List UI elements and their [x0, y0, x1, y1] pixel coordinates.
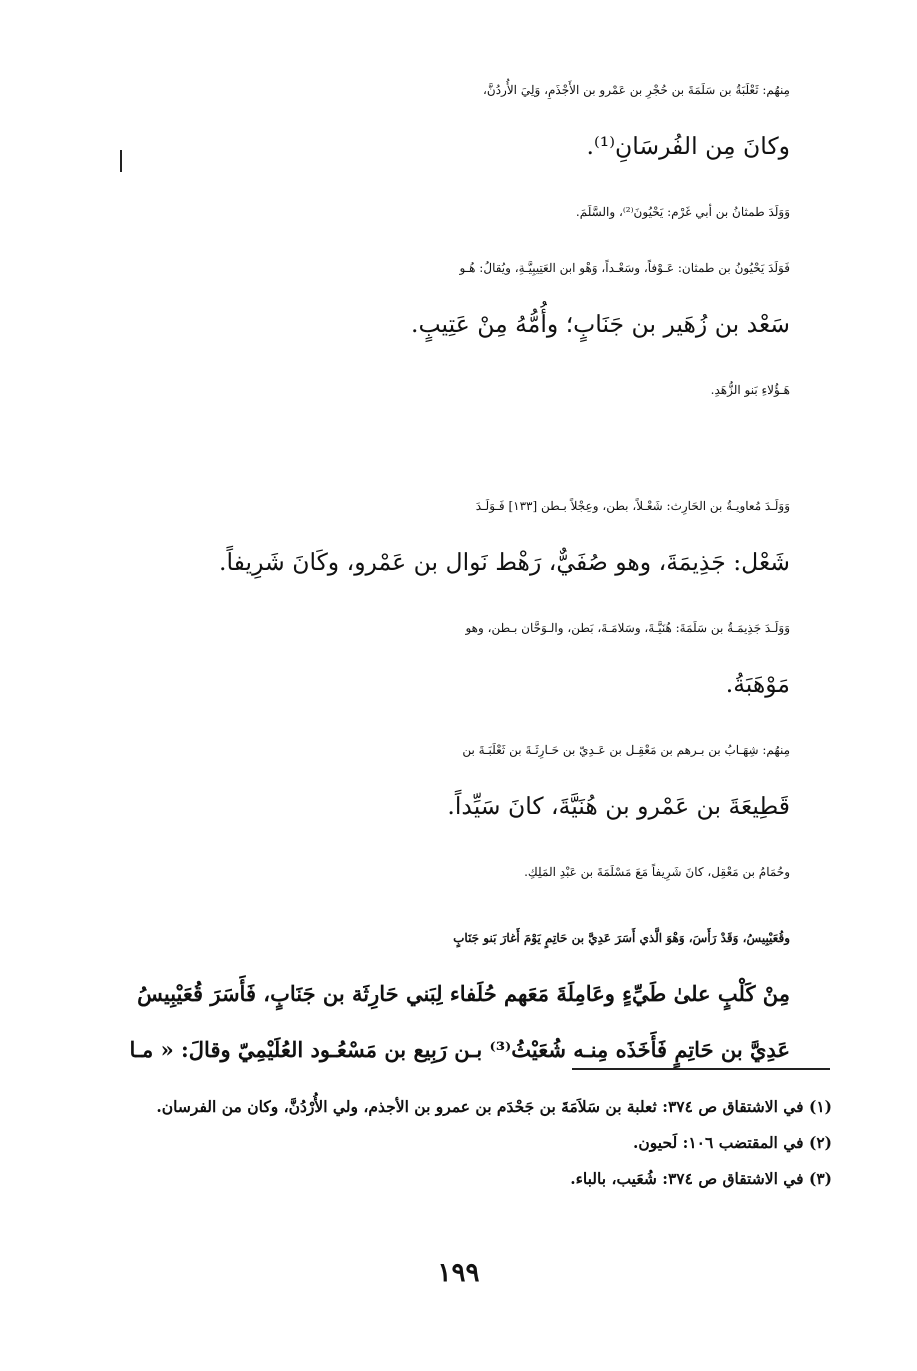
footnote-1: (١) في الاشتقاق ص ٣٧٤: ثعلبة بن سَلاَمَةَ بن جَحْدَم بن عمرو بن الأجذم، ولي الأُرْدُنَّ، وكان من الفرسان. — [156, 1097, 832, 1116]
text-line: هَـؤُلاءِ بَنو الزُّهَدِ. — [710, 383, 790, 397]
paragraph-shihab — [124, 722, 834, 834]
text-line: قَطِيعَةَ بن عَمْرو بن هُنَيَّةَ، كانَ سَيِّداً. — [447, 792, 790, 820]
text-line: وَوَلَـدَ جَذِيمَـةُ بن سَلَمَةَ: هُنَيَّـةَ، وسَلامَـةَ، بَطن، والـوَحَّان بـطن، وهو — [465, 621, 790, 635]
text-line: وحُمَامُ بن مَعْقِل، كانَ شَرِيفاً مَعَ مَسْلَمَةَ بن عَبْدِ المَلِكِ. — [524, 865, 790, 879]
paragraph-yahyun — [124, 240, 834, 352]
text-line: وَوَلَدَ طمثانُ بن أبي غَرْم: يَحْيُونَ⁽²⁾، والسَّلَمَ. — [575, 205, 790, 219]
text-line: سَعْد بن زُهَير بن جَنَابٍ؛ وأُمُّهُ مِنْ عَتِيبٍ. — [411, 310, 790, 338]
text-line: مِنهُم: ثَعْلَبَةُ بن سَلَمَةَ بن حُجْرِ بن عَمْرو بن الأَجْذَمِ، وَلِيَ الأُردُنَّ، — [483, 83, 790, 97]
paragraph-humam — [124, 844, 834, 900]
text-line: وقُعَيْبِيسُ، وَقَدْ رَأَسَ، وَهْوَ الَّذي أَسَرَ عَدِيَّ بن حَاتِمٍ يَوْمَ أَغارَ بَنو جَنَابٍ — [453, 931, 790, 945]
text-line: فَوَلَدَ يَحْيُونُ بن طمثان: عَـوْفاً، وسَعْـداً، وَهْو ابن العَتِيبِيَّـةِ، ويُقالُ: هُـو — [459, 261, 790, 275]
text-line: وَوَلَـدَ مُعاويـةُ بن الحَارِث: شَعْـلاً، بطن، وعِجْلاً بـطن [١٣٣] فَـوَلَـدَ — [475, 499, 790, 513]
paragraph-jadhima — [124, 600, 834, 712]
paragraph-tha-laba — [124, 62, 834, 174]
footnotes — [110, 1092, 832, 1200]
paragraph-qu-aybis — [124, 910, 834, 1078]
footnote-2: (٢) في المقتضب ١٠٦: لَحيون. — [633, 1133, 832, 1152]
main-text — [124, 62, 834, 1078]
margin-mark — [120, 150, 122, 172]
page-number: ١٩٩ — [437, 1258, 480, 1288]
text-line: وكانَ مِن الفُرسَانِ⁽¹⁾. — [586, 132, 790, 160]
paragraph-tamthan — [124, 184, 834, 240]
footnote-3: (٣) في الاشتقاق ص ٣٧٤: شُعَيب، بالباء. — [570, 1169, 832, 1188]
text-line: مِنهُم: شِهَـابُ بن بـرهم بن مَعْقِـل بن عَـدِيّ بن حَـارِثَـةَ بن ثَعْلَبَـةَ بن — [462, 743, 790, 757]
footnote-divider — [572, 1068, 830, 1070]
text-line: شَعْل: جَذِيمَةَ، وهو صُفَيٌّ، رَهْط نَوال بن عَمْرو، وكَانَ شَرِيفاً. — [219, 548, 790, 576]
text-line: مَوْهَبَةُ. — [725, 670, 790, 698]
paragraph-muawiya — [124, 478, 834, 590]
text-line: مِنْ كَلْبٍ علىٰ طَيِّءٍ وعَامِلَةَ مَعَهم حُلَفاء لِبَني حَارِثَة بن جَنَابٍ، فَأَسَرَ قُعَيْبِيسُ — [137, 981, 790, 1006]
paragraph-banu-zuhad — [124, 362, 834, 418]
text-line: عَدِيَّ بن حَاتِمٍ فَأَخَذَه مِنـه شُعَيْثُ⁽³⁾ بـن رَبِيع بن مَسْعُـود العُلَيْمِيّ وقالَ: « مـا — [129, 1037, 790, 1062]
